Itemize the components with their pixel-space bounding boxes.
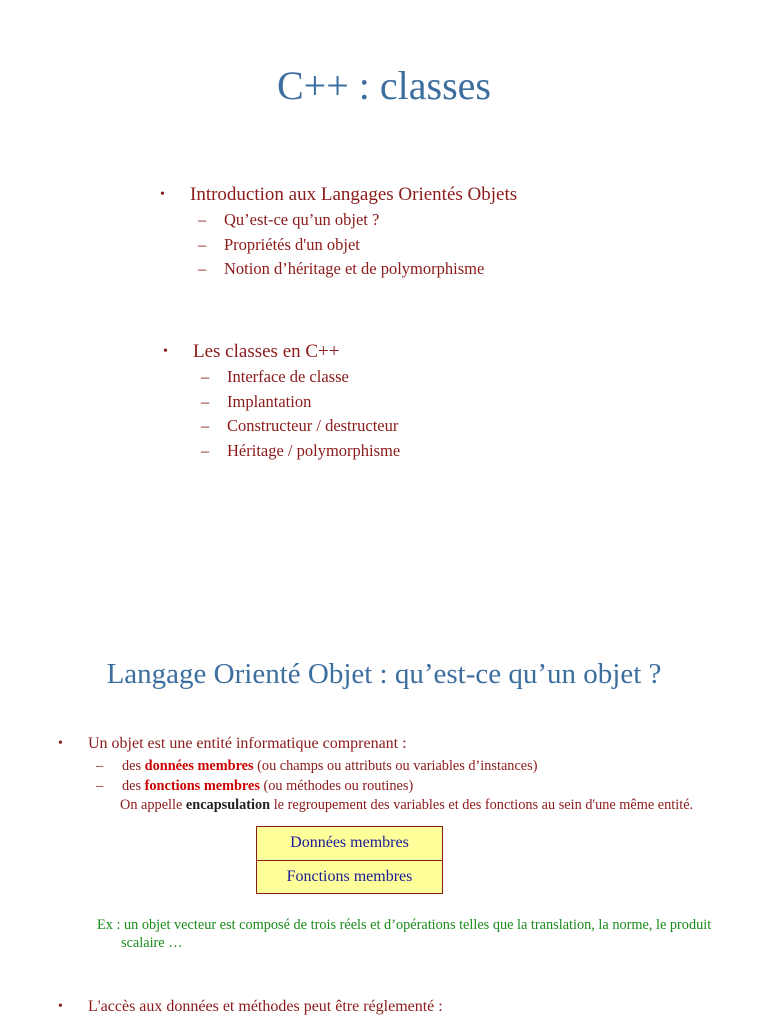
text-post: (ou méthodes ou routines): [259, 777, 414, 794]
sub-item-text: [122, 778, 413, 795]
encapsulation-note: [120, 796, 720, 814]
dash-marker: –: [201, 391, 210, 411]
highlight-term: fonctions membres: [144, 777, 260, 794]
section-object-definition: [58, 732, 718, 814]
bullet-item: [163, 339, 400, 365]
sub-item-text: Constructeur / destructeur: [227, 416, 399, 436]
text-pre: On appelle: [120, 797, 186, 813]
sub-item: [201, 414, 400, 439]
example-text: Ex : un objet vecteur est composé de trois réels et d’opérations telles que la translation, la norme, le produit scalaire …: [97, 917, 712, 951]
dash-marker: –: [201, 440, 210, 460]
sub-item: [96, 756, 718, 776]
section-introduction: [160, 182, 517, 282]
text-pre: des: [122, 757, 145, 774]
slide-title: Langage Orienté Objet : qu’est-ce qu’un objet ?: [106, 658, 662, 690]
sub-item: [198, 233, 517, 258]
dash-marker: –: [198, 210, 207, 230]
bullet-marker: •: [160, 187, 165, 202]
sub-item: [198, 208, 517, 233]
bullet-marker: •: [58, 736, 63, 751]
dash-marker: –: [201, 416, 210, 436]
bullet-item: [160, 182, 517, 208]
bullet-text: Un objet est une entité informatique comprenant :: [88, 735, 407, 752]
function-members-row: Fonctions membres: [286, 867, 413, 885]
slide-title: C++ : classes: [277, 63, 491, 108]
sub-item-text: Héritage / polymorphisme: [227, 440, 401, 460]
sub-item-text: Interface de classe: [227, 367, 349, 387]
text-pre: des: [122, 777, 145, 794]
dash-marker: –: [96, 757, 104, 774]
bullet-item: [58, 995, 718, 1019]
bullet-text: L'accès aux données et méthodes peut être réglementé :: [88, 998, 443, 1015]
bullet-marker: •: [163, 344, 168, 359]
sub-item-text: Notion d’héritage et de polymorphisme: [224, 259, 485, 279]
dash-marker: –: [96, 777, 104, 794]
dash-marker: –: [198, 259, 207, 279]
sub-item-text: Implantation: [227, 391, 312, 411]
sub-item: [96, 776, 718, 796]
bullet-marker: •: [58, 999, 63, 1014]
sub-item-text: Propriétés d'un objet: [224, 234, 360, 254]
sub-item: [201, 365, 400, 390]
highlight-term: données membres: [144, 757, 254, 774]
dash-marker: –: [201, 367, 210, 387]
sub-item-text: Qu’est-ce qu’un objet ?: [224, 210, 380, 230]
bullet-text: Introduction aux Langages Orientés Objets: [190, 184, 518, 205]
text-post: le regroupement des variables et des fonctions au sein d'une même entité.: [270, 797, 694, 813]
sub-item: [201, 390, 400, 415]
highlight-term: encapsulation: [185, 797, 271, 813]
section-access: [58, 995, 718, 1019]
sub-item-text: [122, 758, 537, 775]
bullet-item: [58, 732, 718, 756]
sub-item: [201, 439, 400, 464]
object-diagram: [256, 826, 443, 894]
text-post: (ou champs ou attributs ou variables d’instances): [253, 757, 538, 774]
sub-item: [198, 257, 517, 282]
dash-marker: –: [198, 234, 207, 254]
section-classes: [163, 339, 400, 463]
bullet-text: Les classes en C++: [193, 341, 340, 362]
data-members-row: Données membres: [257, 827, 442, 861]
